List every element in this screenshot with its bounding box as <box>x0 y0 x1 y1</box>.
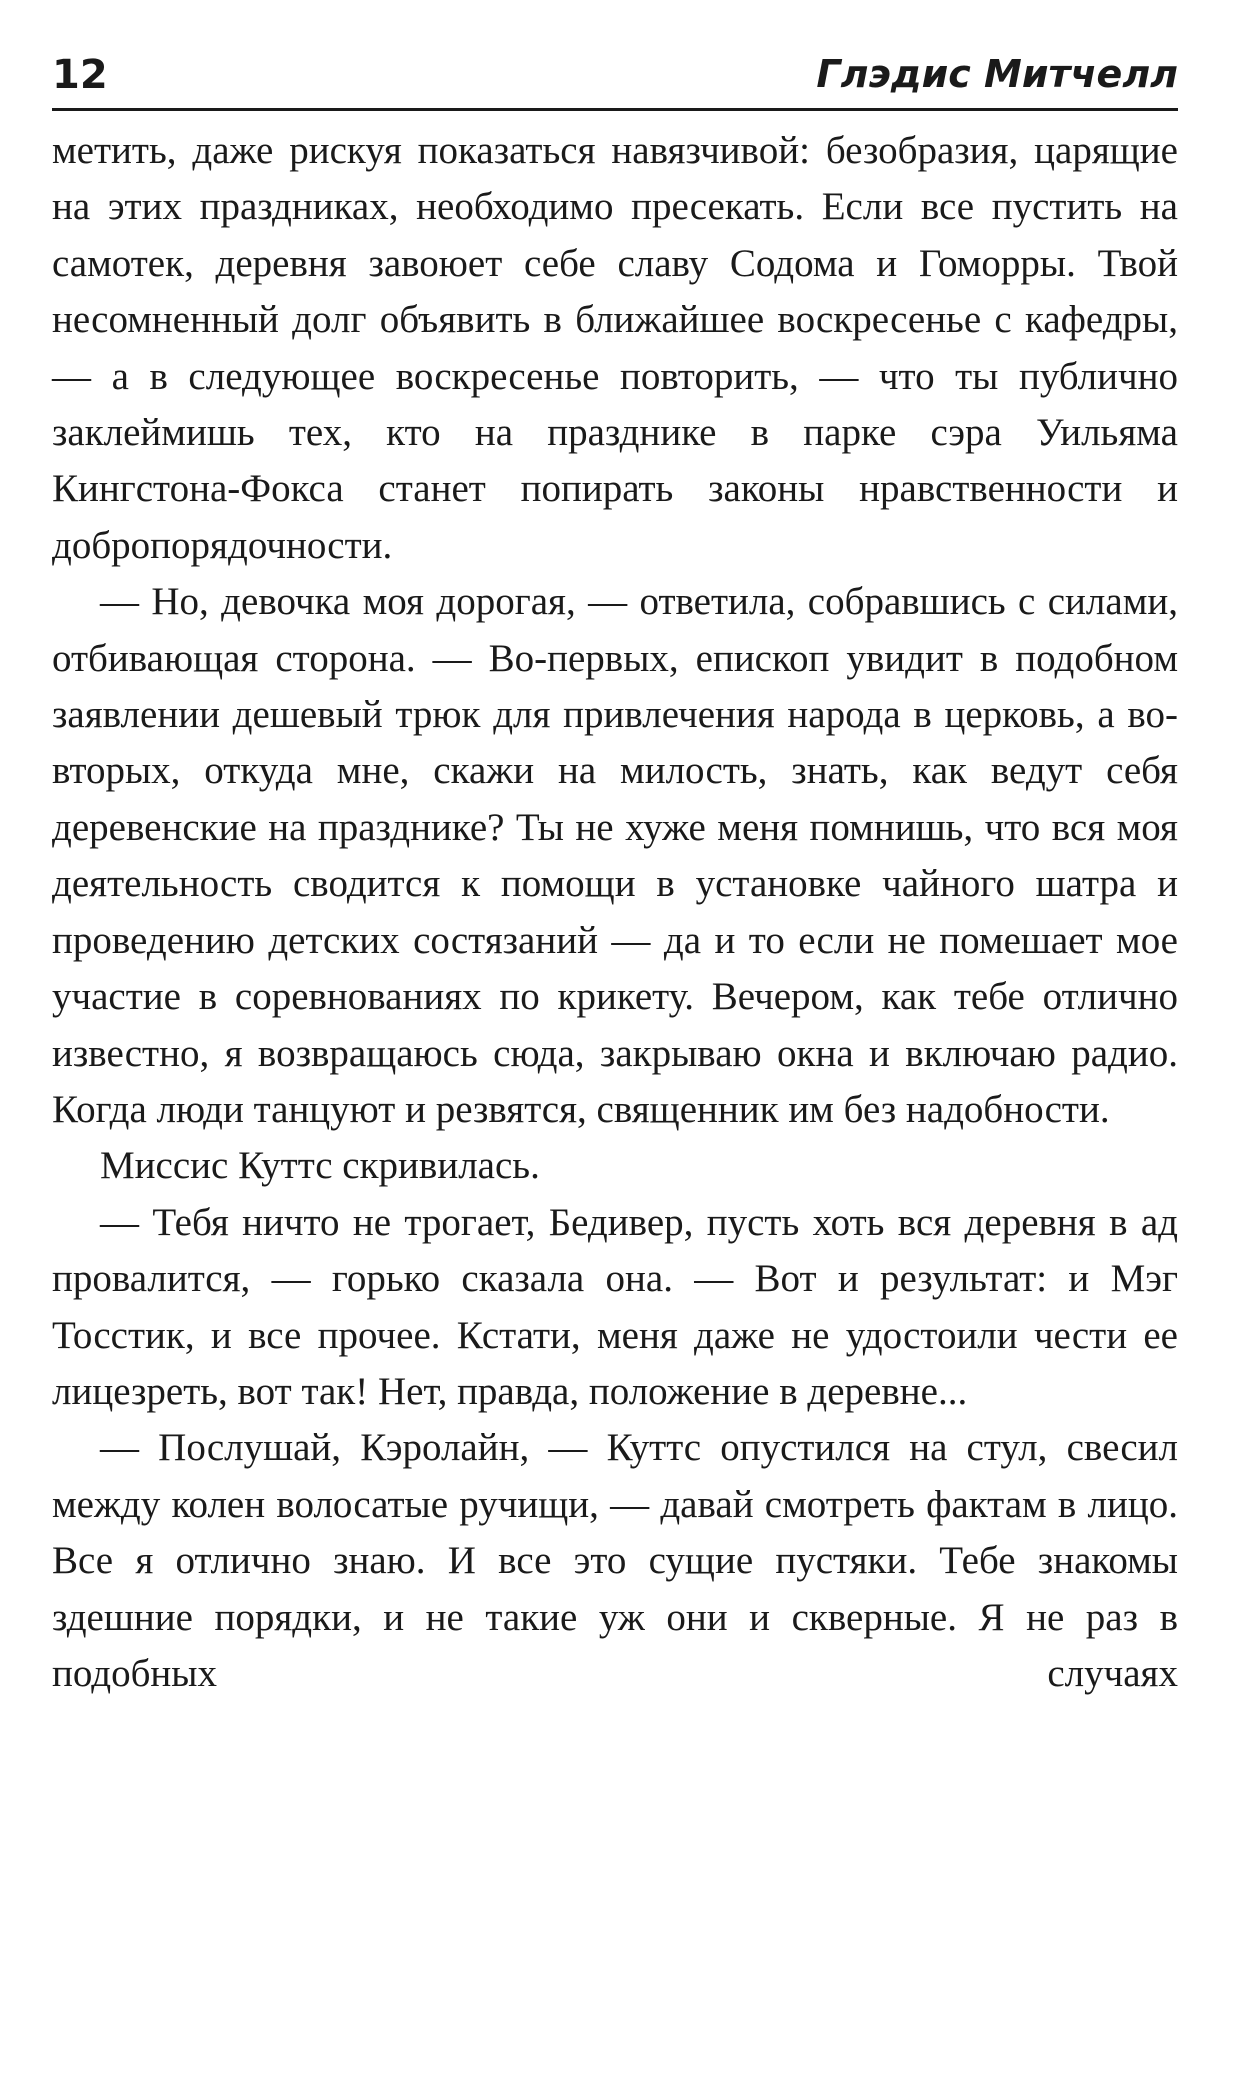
paragraph: метить, даже рискуя показаться навязчивой: безобразия, царящие на этих праздниках, необходимо пресекать. Если все пустить на самотек, деревня завоюет себе славу Содома и Гоморры. Твой несомненный долг объявить в ближайшее воскресенье с кафедры, — а в следующее воскресенье повторить, — что ты публично заклеймишь тех, кто на празднике в парке сэра Уильяма Кингстона-Фокса станет попирать законы нравственности и добропорядочности. <box>52 129 1178 567</box>
page-header <box>52 50 1178 111</box>
running-title: Глэдис Митчелл <box>816 52 1178 96</box>
paragraph: — Послушай, Кэролайн, — Куттс опустился на стул, свесил между колен волосатые ручищи, — давай смотреть фактам в лицо. Все я отлично знаю. И все это сущие пустяки. Тебе знакомы здешние порядки, и не такие уж они и скверные. Я не раз в подобных случаях <box>52 1426 1178 1695</box>
page-number: 12 <box>52 52 108 98</box>
body-text <box>52 123 1178 1702</box>
book-page <box>52 50 1178 1702</box>
paragraph: Миссис Куттс скривилась. <box>100 1144 540 1188</box>
paragraph: — Но, девочка моя дорогая, — ответила, собравшись с силами, отбивающая сторона. — Во-первых, епископ увидит в подобном заявлении дешевый трюк для привлечения народа в церковь, а во-вторых, откуда мне, скажи на милость, знать, как ведут себя деревенские на празднике? Ты не хуже меня помнишь, что вся моя деятельность сводится к помощи в установке чайного шатра и проведению детских состязаний — да и то если не помешает мое участие в соревнованиях по крикету. Вечером, как тебе отлично известно, я возвращаюсь сюда, закрываю окна и включаю радио. Когда люди танцуют и резвятся, священник им без надобности. <box>52 580 1178 1131</box>
paragraph: — Тебя ничто не трогает, Бедивер, пусть хоть вся деревня в ад провалится, — горько сказала она. — Вот и результат: и Мэг Тосстик, и все прочее. Кстати, меня даже не удостоили чести ее лицезреть, вот так! Нет, правда, положение в деревне... <box>52 1200 1178 1413</box>
